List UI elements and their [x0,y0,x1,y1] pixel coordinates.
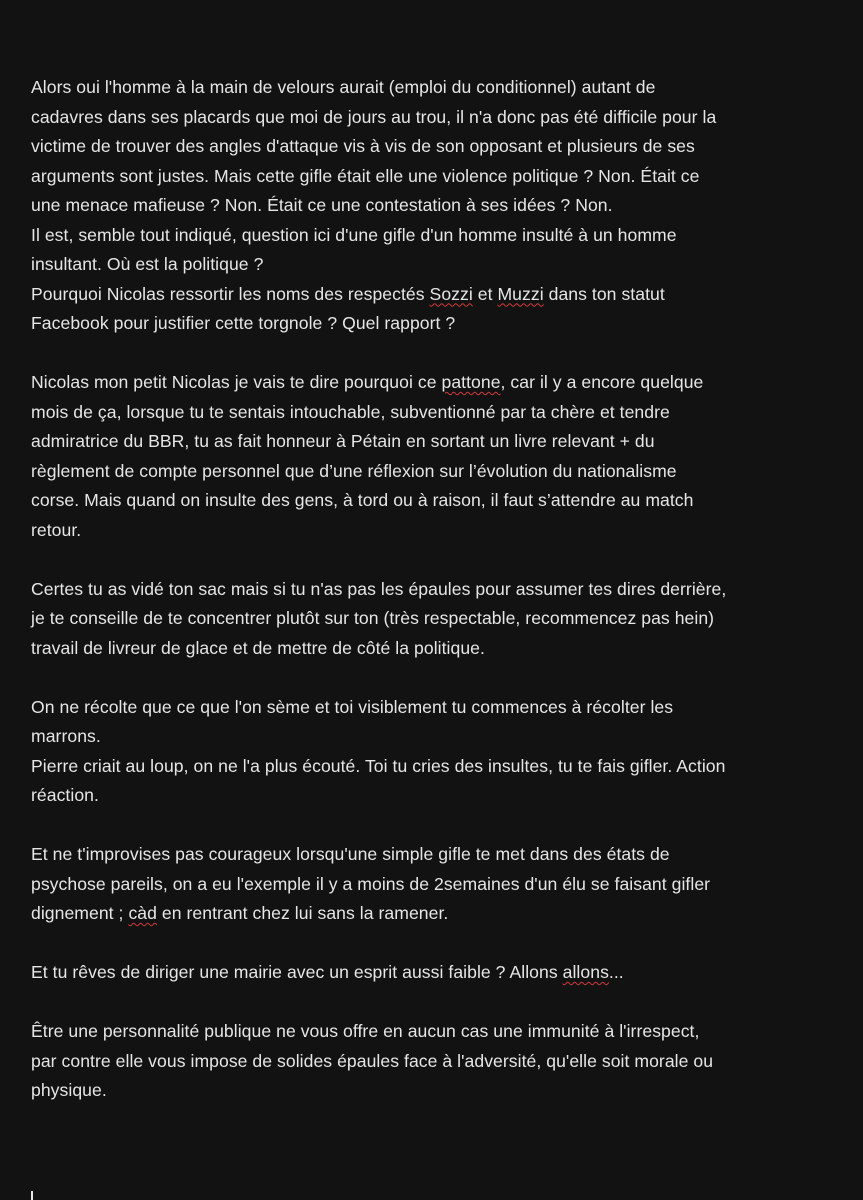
spellcheck-word[interactable]: allons [562,962,609,982]
text-line: règlement de compte personnel que d’une réflexion sur l’évolution du nationalisme [31,460,677,481]
text-line [31,368,841,398]
text-run: en rentrant chez lui sans la ramener. [156,903,449,923]
text-run: Nicolas mon petit Nicolas je vais te dire pourquoi ce [31,372,442,392]
text-run: dans ton statut [543,283,665,304]
paragraph-2 [31,368,841,545]
spellcheck-word[interactable]: Muzzi [497,283,544,304]
text-line: travail de livreur de glace et de mettre de côté la politique. [31,637,485,658]
text-line: corse. Mais quand on insulte des gens, à tord ou à raison, il faut s’attendre au match [31,490,694,510]
paragraph-1 [31,73,841,339]
text-line: par contre elle vous impose de solides épaules face à l'adversité, qu'elle soit morale ou [31,1050,714,1071]
text-line: Pierre criait au loup, on ne l'a plus écouté. Toi tu cries des insultes, tu te fais gifler. Action [31,755,726,776]
text-line: Il est, semble tout indiqué, question ici d'une gifle d'un homme insulté à un homme [31,224,677,245]
text-line: Certes tu as vidé ton sac mais si tu n'as pas les épaules pour assumer tes dires derrière, [31,578,727,599]
text-run: ... [608,962,624,982]
text-line: physique. [31,1080,107,1100]
text-run: , car il y a encore quelque [500,372,704,392]
paragraph-3 [31,575,841,664]
paragraph-7 [31,1017,841,1106]
spellcheck-word[interactable]: pattone [441,372,501,392]
text-line: mois de ça, lorsque tu te sentais intouchable, subventionné par ta chère et tendre [31,401,670,422]
paragraph-5 [31,840,841,929]
text-line: une menace mafieuse ? Non. Était ce une contestation à ses idées ? Non. [31,195,613,215]
text-cursor [31,1191,33,1200]
text-line: marrons. [31,726,101,746]
text-line: victime de trouver des angles d'attaque vis à vis de son opposant et plusieurs de ses [31,136,695,156]
text-line: insultant. Où est la politique ? [31,254,264,274]
text-line: psychose pareils, on a eu l'exemple il y a moins de 2semaines d'un élu se faisant gifler [31,873,711,894]
text-line: admiratrice du BBR, tu as fait honneur à Pétain en sortant un livre relevant + du [31,431,655,451]
text-line [31,899,841,929]
text-line: Et ne t'improvises pas courageux lorsqu'une simple gifle te met dans des états de [31,844,670,864]
paragraph-6 [31,958,841,988]
text-run: et [472,283,498,304]
text-line: cadavres dans ses placards que moi de jours au trou, il n'a donc pas été difficile pour la [31,106,717,127]
paragraph-4 [31,693,841,811]
text-line: Alors oui l'homme à la main de velours aurait (emploi du conditionnel) autant de [31,77,656,97]
text-line: retour. [31,519,82,540]
text-line: réaction. [31,785,99,805]
text-line [31,958,841,988]
text-line: On ne récolte que ce que l'on sème et toi visiblement tu commences à récolter les [31,696,674,717]
text-line [31,280,841,310]
text-run: Pourquoi Nicolas ressortir les noms des respectés [31,283,430,304]
text-line: Être une personnalité publique ne vous offre en aucun cas une immunité à l'irrespect, [31,1021,700,1041]
text-line: Facebook pour justifier cette torgnole ? Quel rapport ? [31,313,456,333]
text-line: je te conseille de te concentrer plutôt sur ton (très respectable, recommencez pas hein) [31,608,715,628]
spellcheck-word[interactable]: Sozzi [429,283,473,304]
text-line: arguments sont justes. Mais cette gifle était elle une violence politique ? Non. Était ce [31,165,700,186]
text-run: Et tu rêves de diriger une mairie avec un esprit aussi faible ? Allons [31,962,563,982]
document-body [31,73,841,1135]
spellcheck-word[interactable]: càd [128,903,157,923]
text-run: dignement ; [31,903,129,923]
